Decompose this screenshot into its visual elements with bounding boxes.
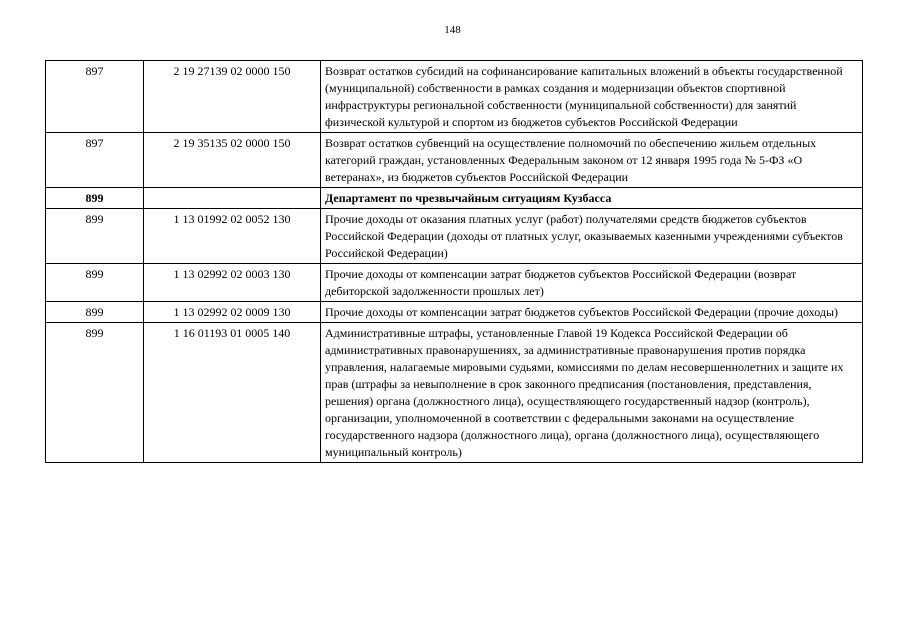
page-number: 148: [444, 24, 461, 36]
revenue-code-cell: 1 13 02992 02 0003 130: [144, 264, 321, 302]
table-row: [46, 209, 863, 264]
revenue-code-cell: 1 13 01992 02 0052 130: [144, 209, 321, 264]
admin-code-cell: 899: [46, 264, 144, 302]
revenue-code-cell: 2 19 27139 02 0000 150: [144, 61, 321, 133]
revenue-code-cell: 1 16 01193 01 0005 140: [144, 323, 321, 463]
revenue-code-cell: 1 13 02992 02 0009 130: [144, 302, 321, 323]
table-row: [46, 302, 863, 323]
revenue-name-cell: Возврат остатков субсидий на софинансирование капитальных вложений в объекты государственной (муниципальной) собственности в рамках создания и модернизации объектов спортивной инфраструктуры региональной собственности (муниципальной собственности) для занятий физической культурой и спортом из бюджетов субъектов Российской Федерации: [321, 61, 863, 133]
admin-code-cell: 899: [46, 302, 144, 323]
budget-classification-table: [45, 60, 863, 463]
table-row: [46, 264, 863, 302]
table-row: [46, 323, 863, 463]
revenue-name-cell: Прочие доходы от компенсации затрат бюджетов субъектов Российской Федерации (прочие доходы): [321, 302, 863, 323]
admin-code-cell: 899: [46, 209, 144, 264]
revenue-name-cell: Прочие доходы от оказания платных услуг (работ) получателями средств бюджетов субъектов Российской Федерации (доходы от платных услуг, оказываемых казенными учреждениями субъектов Российской Федерации): [321, 209, 863, 264]
revenue-name-cell: Административные штрафы, установленные Главой 19 Кодекса Российской Федерации об административных правонарушениях, за административные правонарушения против порядка управления, налагаемые мировыми судьями, комиссиями по делам несовершеннолетних и защите их прав (штрафы за невыполнение в срок законного предписания (постановления, представления, решения) органа (должностного лица), осуществляющего государственный надзор (контроль), организации, уполномоченной в соответствии с федеральными законами на осуществление государственного надзора (должностного лица), органа (должностного лица), осуществляющего муниципальный контроль): [321, 323, 863, 463]
table-row: [46, 61, 863, 133]
revenue-code-cell: 2 19 35135 02 0000 150: [144, 133, 321, 188]
admin-code-cell: 899: [46, 323, 144, 463]
department-name-cell: Департамент по чрезвычайным ситуациям Кузбасса: [321, 188, 863, 209]
revenue-code-cell: [144, 188, 321, 209]
admin-code-cell: 899: [46, 188, 144, 209]
table-row: [46, 133, 863, 188]
admin-code-cell: 897: [46, 133, 144, 188]
table-row-department-header: [46, 188, 863, 209]
revenue-name-cell: Прочие доходы от компенсации затрат бюджетов субъектов Российской Федерации (возврат дебиторской задолженности прошлых лет): [321, 264, 863, 302]
revenue-name-cell: Возврат остатков субвенций на осуществление полномочий по обеспечению жильем отдельных категорий граждан, установленных Федеральным законом от 12 января 1995 года № 5-ФЗ «О ветеранах», из бюджетов субъектов Российской Федерации: [321, 133, 863, 188]
admin-code-cell: 897: [46, 61, 144, 133]
